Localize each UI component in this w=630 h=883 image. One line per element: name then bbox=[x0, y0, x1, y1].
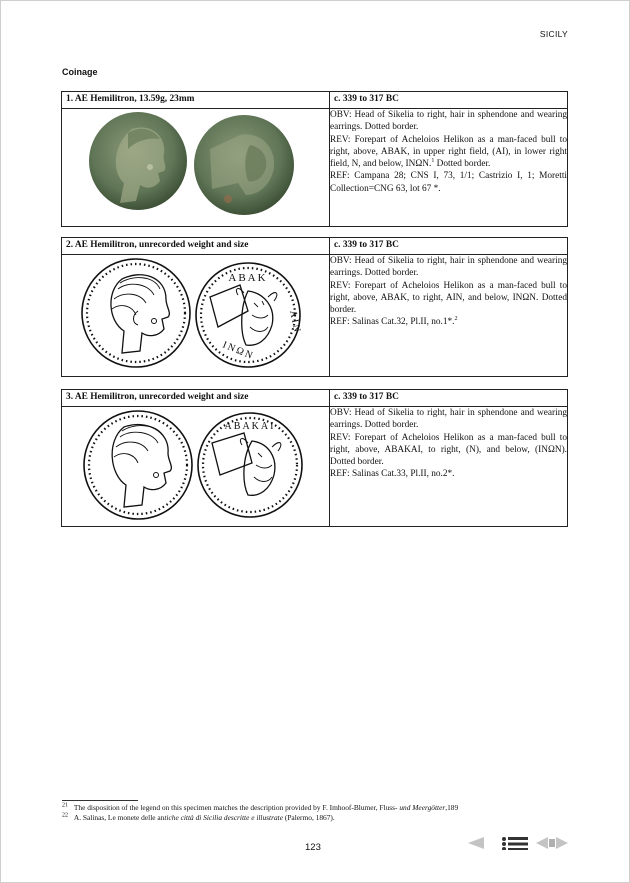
entry-2-title: 2. AE Hemilitron, unrecorded weight and size bbox=[62, 238, 330, 255]
entry-3-obv: OBV: Head of Sikelia to right, hair in sphendone and wearing earrings. Dotted border. bbox=[330, 408, 567, 431]
entry-3-description bbox=[330, 407, 568, 527]
entry-3-image-cell bbox=[62, 407, 330, 527]
entry-3-obverse-drawing bbox=[84, 411, 192, 519]
entry-2-coin-drawing bbox=[62, 255, 321, 371]
entry-3-ref: REF: Salinas Cat.33, Pl.II, no.2*. bbox=[330, 469, 455, 480]
entry-1-reverse-photo bbox=[194, 115, 294, 215]
page-number: 123 bbox=[305, 842, 321, 853]
entry-1-title: 1. AE Hemilitron, 13.59g, 23mm bbox=[62, 92, 330, 109]
running-head: SICILY bbox=[539, 29, 568, 39]
entry-2-ref: REF: Salinas Cat.32, Pl.II, no.1*.$^2$ bbox=[330, 316, 458, 328]
footnote-21: $^{21}$ The disposition of the legend on this specimen matches the description provided by F. Imhoof-Blumer, Fluss- und Meergötter,189 bbox=[62, 802, 459, 812]
section-title: Coinage bbox=[62, 67, 98, 77]
entry-2-obverse-drawing bbox=[82, 259, 190, 367]
entry-2-rev: REV: Forepart of Acheloios Helikon as a man-faced bull to right, above, ABAK, to right, AIN, and below, INΩN. Dotted border. bbox=[330, 280, 567, 316]
entry-2-date: c. 339 to 317 BC bbox=[330, 238, 568, 255]
entry-1-coin-photo bbox=[62, 109, 321, 221]
footnote-number: 22 bbox=[62, 812, 68, 819]
footnote-number: 21 bbox=[62, 802, 68, 809]
entry-3-rev: REV: Forepart of Acheloios Helikon as a man-faced bull to right, above, ABAKAI, to right, (N), and below, (INΩN). Dotted border. bbox=[330, 432, 567, 468]
entry-2-legend-top: ABAK bbox=[228, 272, 268, 284]
entry-2-obv: OBV: Head of Sikelia to right, hair in sphendone and wearing earrings. Dotted border. bbox=[330, 256, 567, 279]
entry-1-rev: REV: Forepart of Acheloios Helikon as a man-faced bull to right, above, ABAK, in upper right field, (AI), in lower right field, N, and below, INΩN.$^1$ Dotted border. bbox=[330, 134, 567, 170]
footnote-22: $^{22}$ A. Salinas, Le monete delle antiche città di Sicilia descritte e illustrate (Palermo, 1867). bbox=[62, 812, 335, 822]
footnote-rule bbox=[62, 800, 138, 801]
footnote-ref[interactable]: 1 bbox=[431, 158, 435, 165]
coin-entry-3 bbox=[61, 389, 568, 527]
entry-1-ref: REF: Campana 28; CNS I, 73, 1/1; Castrizio I, 1; Moretti Collection=CNG 63, lot 67 *. bbox=[330, 171, 567, 194]
entry-1-obverse-photo bbox=[89, 112, 187, 210]
previous-page-icon[interactable] bbox=[466, 836, 486, 850]
entry-3-legend-top: ABAKAI bbox=[224, 421, 276, 432]
entry-1-image-cell bbox=[62, 109, 330, 227]
entry-1-date: c. 339 to 317 BC bbox=[330, 92, 568, 109]
footnote-ref[interactable]: 2 bbox=[454, 316, 458, 323]
entry-3-title: 3. AE Hemilitron, unrecorded weight and size bbox=[62, 390, 330, 407]
entry-2-description bbox=[330, 255, 568, 377]
menu-list-icon[interactable] bbox=[500, 836, 530, 850]
entry-3-date: c. 339 to 317 BC bbox=[330, 390, 568, 407]
entry-2-legend-bottom: INΩN bbox=[220, 339, 256, 363]
entry-1-obv: OBV: Head of Sikelia to right, hair in sphendone and wearing earrings. Dotted border. bbox=[330, 110, 567, 133]
back-forward-icon[interactable] bbox=[535, 836, 569, 850]
coin-entry-1 bbox=[61, 91, 568, 227]
entry-3-coin-drawing bbox=[62, 407, 321, 521]
entry-2-legend-right: AIN bbox=[287, 309, 303, 335]
coin-entry-2 bbox=[61, 237, 568, 377]
entry-1-description bbox=[330, 109, 568, 227]
entry-2-image-cell bbox=[62, 255, 330, 377]
